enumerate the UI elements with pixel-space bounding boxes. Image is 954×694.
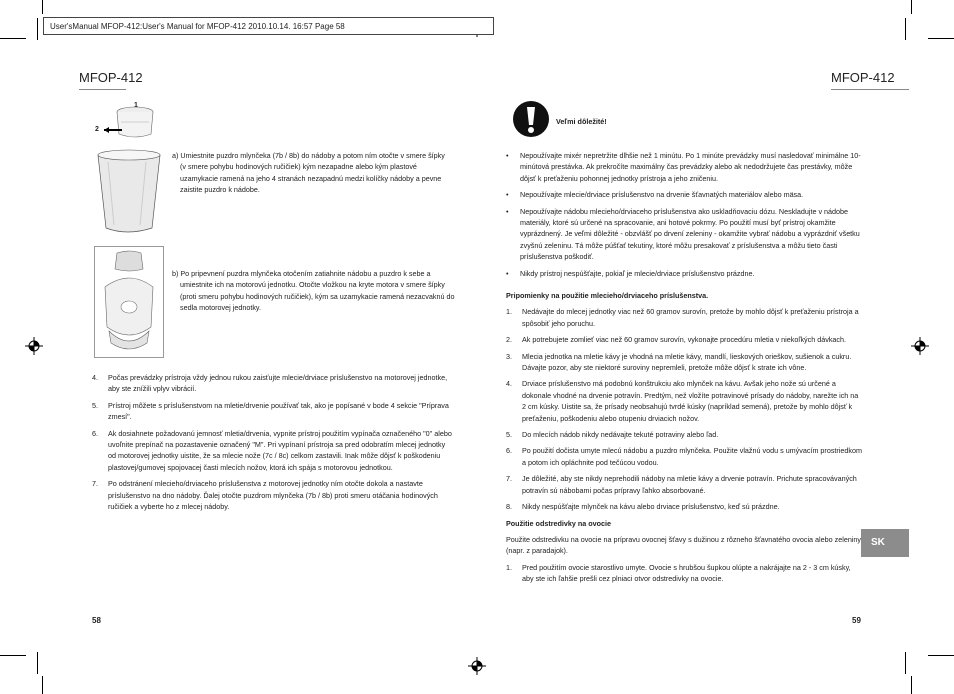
registration-mark-icon	[911, 337, 929, 355]
list-item: • Nepoužívajte mlecie/drviace príslušenstvo na drvenie šťavnatých materiálov alebo mäsa.	[506, 190, 804, 200]
figure-motor-unit	[94, 246, 164, 358]
figure-label-2: 2	[95, 126, 99, 133]
page-number-left: 58	[92, 616, 101, 625]
left-instructions-list	[92, 372, 452, 512]
crop-mark	[42, 0, 43, 14]
figure-grinder-assembly	[94, 100, 164, 235]
figure-label-1: 1	[134, 102, 138, 109]
list-item: 6. Ak dosiahnete požadovanú jemnosť mletia/drvenia, vypnite prístroj použitím vypínača označeného "0" alebo uvoľnite prepínač na pozastavenie označený "M". Pri vypínaní prístroja sa pred odobratím mlecej jednotky od motorovej jednotky uistite, že sa mlecie nože (7c / 8c) celkom zastavili. Inak môže dôjsť k poškodeniu plastovej/gumovej spojovacej časti mlecích nožov, ktorá ich spája s motorovou jednotkou.	[92, 428, 452, 472]
crop-mark	[37, 18, 38, 40]
list-item: 5. Prístroj môžete s príslušenstvom na mletie/drvenie používať tak, ako je popísané v bode 4 sekcie "Príprava zmesí".	[92, 400, 449, 422]
language-tab: SK	[861, 529, 909, 557]
notes-section	[506, 290, 862, 585]
crop-mark	[42, 676, 43, 694]
registration-mark-icon	[468, 657, 486, 675]
exclamation-warning-icon	[512, 100, 550, 138]
list-item: 1. Pred použitím ovocie starostlivo umyte. Ovocie s hrubšou šupkou olúpte a nakrájajte na 2 - 3 cm kúsky, aby ste ich ľahšie prešli cez plniaci otvor odstredivky na ovocie.	[506, 562, 851, 584]
warning-bullet-list	[506, 150, 862, 279]
list-item: 7. Je dôležité, aby ste nikdy neprehodili nádoby na mletie kávy a drvenie potravín. Prichute spracovávaných potravín sú nábobami počas prípravy ľahko absorbované.	[506, 474, 857, 495]
step-a-text: a) Umiestnite puzdro mlynčeka (7b / 8b) do nádoby a potom ním otočte v smere šípky (v smere pohybu hodinových ručičiek) kým nezapadne alebo kým plastové uzamykacie ramená na jeho 4 stranách nezapadnú medzi kolíčky nádoby a pevne zaistite puzdro k nádobe.	[172, 151, 445, 195]
juicer-heading: Použitie odstredivky na ovocie	[506, 518, 612, 528]
list-item: 4. Drviace príslušenstvo má podobnú konštrukciu ako mlynček na kávu. Avšak jeho nože sú určené a dokonale vhodné na drvenie potravín. Predtým, než vložíte potravinové prísady do nádoby, narežte ich na 2 cm kúsky. Uistite sa, že prísady neobsahujú tvrdé kúsky (napríklad semená), pretože by mohlo dôjsť k preťaženiu, poškodeniu alebo otupeniu drviacich nožov.	[506, 379, 859, 423]
important-title: Veľmi dôležité!	[556, 117, 607, 126]
list-item: • Nepoužívajte nádobu mlecieho/drviaceho príslušenstva ako uskladňovaciu dózu. Neskladujte v nádobe materiály, ktoré sú určené na spracovanie, ani hotové pokrmy. Po použití musí byť prístroj okamžite vyprázdnený. Je veľmi dôležité - obzvlášť po drvení zeleniny - okamžite vybrať nádobu a vyprázdniť všetku zvyšnú zeleninu. Tá môže púšťať tekutiny, ktoré môžu presakovať z príslušenstva a môžu tieto časti príslušenstva poškodiť.	[506, 206, 860, 262]
crop-mark	[905, 652, 906, 674]
step-b-text: b) Po pripevnení puzdra mlynčeka otočením zatiahnite nádobu a puzdro k sebe a umiestnite ich na motorovú jednotku. Otočte vložkou na kryte motora v smere šípky (proti smeru pohybu hodinových ručičiek), kým sa uzamykacie ramená nezacvaknú do sedla motorovej jednotky.	[172, 269, 455, 313]
notes-heading: Pripomienky na použitie mlecieho/drviaceho príslušenstva.	[506, 291, 709, 300]
list-item: 6. Po použití dočista umyte mlecú nádobu a puzdro mlynčeka. Použite vlažnú vodu s umývacím prostriedkom a potom ich opláchnite pod tečúcou vodou.	[506, 446, 862, 467]
list-item: 5. Do mlecích nádob nikdy nedávajte tekuté potraviny alebo ľad.	[506, 430, 719, 440]
list-item: 4. Počas prevádzky prístroja vždy jednou rukou zaisťujte mlecie/drviace príslušenstvo na motorovej jednotke, aby ste znížili vplyv vibrácií.	[92, 373, 448, 394]
header-rule-right	[831, 89, 909, 90]
print-slug: User'sManual MFOP-412:User's Manual for MFOP-412 2010.10.14. 16:57 Page 58	[43, 17, 494, 35]
list-item: 8. Nikdy nespúšťajte mlynček na kávu alebo drviace príslušenstvo, keď sú prázdne.	[506, 502, 780, 512]
crop-mark	[0, 38, 26, 39]
list-item: 3. Mlecia jednotka na mletie kávy je vhodná na mletie kávy, mandlí, lieskových orieškov, sušienok a cukru. Dávajte pozor, aby ste niektoré suroviny nepremleli, pretože môže dôjsť k strate ich vône.	[506, 351, 852, 373]
header-rule-left	[79, 89, 126, 90]
registration-mark-icon	[25, 337, 43, 355]
list-item: • Nikdy prístroj nespúšťajte, pokiaľ je mlecie/drviace príslušenstvo prázdne.	[506, 268, 755, 278]
crop-mark	[928, 38, 954, 39]
list-item: 1. Nedávajte do mlecej jednotky viac než 60 gramov surovín, pretože by mohlo dôjsť k preťaženiu prístroja a spôsobiť jeho poruchu.	[506, 307, 859, 328]
crop-mark	[928, 655, 954, 656]
page-number-right: 59	[852, 616, 861, 625]
model-title-left: MFOP-412	[79, 70, 143, 85]
crop-mark	[37, 652, 38, 674]
crop-mark	[911, 676, 912, 694]
list-item: 7. Po odstránení mlecieho/drviaceho príslušenstva z motorovej jednotky ním otočte dokola a nastavte príslušenstvo na dno nádoby. Ďalej otočte puzdrom mlynčeka (7b / 8b) proti smeru otáčania hodinových ručičiek a vyberte ho z mlecej nádoby.	[92, 479, 438, 512]
crop-mark	[0, 655, 26, 656]
model-title-right: MFOP-412	[831, 70, 895, 85]
juicer-intro: Použite odstredivku na ovocie na prípravu ovocnej šťavy s dužinou z rôzneho šťavnatého ovocia alebo zeleniny (napr. z paradajok).	[506, 534, 861, 556]
crop-mark	[905, 18, 906, 40]
crop-mark	[911, 0, 912, 14]
list-item: • Nepoužívajte mixér nepretržite dlhšie než 1 minútu. Po 1 minúte prevádzky musí nasledovať minimálne 10-minútová prestávka. Ak prekročíte maximálny čas prevádzky alebo ak nedodržujete čas prestávky, môže dôjsť k preťaženiu pohonnej jednotky prístroja a jeho zničeniu.	[506, 151, 861, 183]
list-item: 2. Ak potrebujete zomlieť viac než 60 gramov surovín, vykonajte procedúru mletia v niekoľkých dávkach.	[506, 335, 846, 345]
